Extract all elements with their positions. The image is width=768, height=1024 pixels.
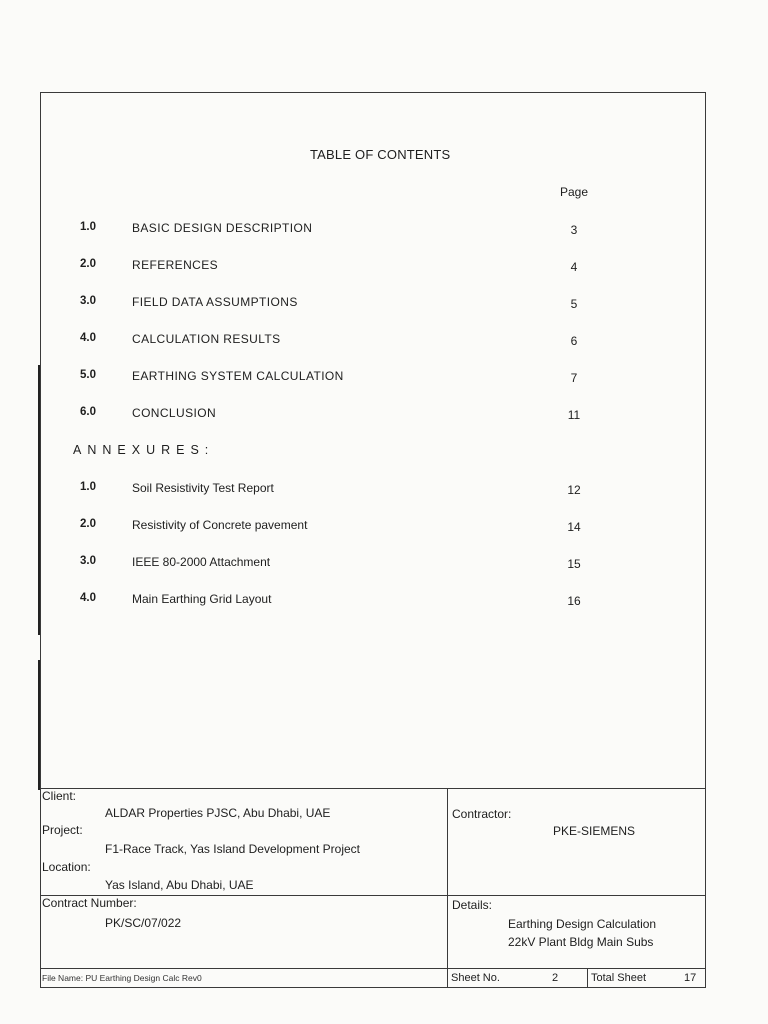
- toc-title: TABLE OF CONTENTS: [310, 147, 451, 162]
- annexure-title: Soil Resistivity Test Report: [132, 481, 274, 495]
- section-number: 3.0: [80, 295, 96, 307]
- project-label: Project:: [42, 823, 83, 837]
- sheet-cell-divider: [587, 968, 588, 988]
- section-title: EARTHING SYSTEM CALCULATION: [132, 369, 344, 383]
- scan-mark: [38, 660, 40, 790]
- annexure-page: 12: [567, 483, 581, 497]
- section-number: 2.0: [80, 258, 96, 270]
- sheet-no-value: 2: [552, 972, 559, 984]
- section-number: 6.0: [80, 406, 96, 418]
- section-page: 4: [570, 260, 578, 274]
- details-line-2: 22kV Plant Bldg Main Subs: [508, 935, 654, 949]
- annexure-row: [0, 481, 768, 499]
- toc-row: [0, 332, 768, 350]
- section-page: 11: [567, 408, 581, 422]
- location-label: Location:: [42, 860, 91, 874]
- section-title: FIELD DATA ASSUMPTIONS: [132, 295, 298, 309]
- contract-number-label: Contract Number:: [42, 896, 137, 910]
- section-title: CALCULATION RESULTS: [132, 332, 281, 346]
- total-sheet-value: 17: [684, 972, 697, 984]
- annexure-number: 2.0: [80, 518, 96, 530]
- annexure-row: [0, 518, 768, 536]
- toc-row: [0, 406, 768, 424]
- title-block-vertical-divider: [447, 788, 448, 988]
- file-name: File Name: PU Earthing Design Calc Rev0: [42, 973, 202, 983]
- section-page: 6: [570, 334, 578, 348]
- annexures-heading: ANNEXURES:: [73, 443, 215, 457]
- title-block-divider: [40, 895, 706, 896]
- title-block-top-border: [40, 788, 706, 789]
- annexure-row: [0, 555, 768, 573]
- contractor-label: Contractor:: [452, 807, 512, 821]
- section-page: 3: [570, 223, 578, 237]
- annexure-title: IEEE 80-2000 Attachment: [132, 555, 271, 569]
- details-label: Details:: [452, 898, 493, 912]
- client-label: Client:: [42, 789, 77, 803]
- project-value: F1-Race Track, Yas Island Development Project: [105, 842, 360, 856]
- section-page: 5: [570, 297, 578, 311]
- annexure-number: 3.0: [80, 555, 96, 567]
- toc-row: [0, 369, 768, 387]
- annexure-title: Resistivity of Concrete pavement: [132, 518, 308, 532]
- details-line-1: Earthing Design Calculation: [508, 917, 657, 931]
- annexure-row: [0, 592, 768, 610]
- annexure-page: 16: [567, 594, 581, 608]
- section-number: 4.0: [80, 332, 96, 344]
- section-title: REFERENCES: [132, 258, 219, 272]
- contract-number-value: PK/SC/07/022: [105, 916, 182, 930]
- client-value: ALDAR Properties PJSC, Abu Dhabi, UAE: [105, 806, 331, 820]
- annexure-page: 15: [567, 557, 581, 571]
- contractor-value: PKE-SIEMENS: [553, 824, 636, 838]
- toc-row: [0, 295, 768, 313]
- sheet-no-label: Sheet No.: [451, 972, 500, 984]
- toc-row: [0, 221, 768, 239]
- section-number: 1.0: [80, 221, 96, 233]
- total-sheet-label: Total Sheet: [591, 972, 647, 984]
- title-block-footer-divider: [40, 968, 706, 969]
- section-title: CONCLUSION: [132, 406, 217, 420]
- annexure-number: 1.0: [80, 481, 96, 493]
- annexure-page: 14: [567, 520, 581, 534]
- section-title: BASIC DESIGN DESCRIPTION: [132, 221, 313, 235]
- section-page: 7: [570, 371, 578, 385]
- toc-row: [0, 258, 768, 276]
- section-number: 5.0: [80, 369, 96, 381]
- annexure-title: Main Earthing Grid Layout: [132, 592, 272, 606]
- page-column-header: Page: [560, 185, 589, 199]
- location-value: Yas Island, Abu Dhabi, UAE: [105, 878, 254, 892]
- annexure-number: 4.0: [80, 592, 96, 604]
